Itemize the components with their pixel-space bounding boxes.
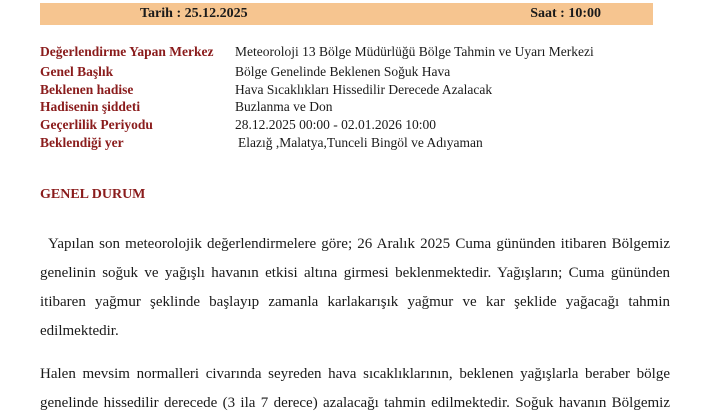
info-label-severity: Hadisenin şiddeti	[40, 99, 141, 114]
paragraph-line: genelinde hissedilir derecede (3 ila 7 derece) azalacağı tahmin edilmektedir. Soğuk havanın Bölgemiz	[40, 395, 670, 411]
section-title: GENEL DURUM	[40, 187, 146, 202]
paragraph-line: edilmektedir.	[40, 323, 119, 339]
info-value-period: 28.12.2025 00:00 - 02.01.2026 10:00	[235, 117, 436, 132]
info-label-center: Değerlendirme Yapan Merkez	[40, 44, 214, 59]
paragraph-line: genelinin soğuk ve yağışlı havanın etkisi altına girmesi beklenmektedir. Yağışların; Cuma gününden	[40, 265, 670, 281]
info-value-severity: Buzlanma ve Don	[235, 99, 333, 114]
paragraph-general-situation	[40, 230, 670, 346]
info-label-event: Beklenen hadise	[40, 82, 134, 97]
date-time-header	[40, 3, 653, 25]
info-label-title: Genel Başlık	[40, 64, 114, 79]
info-value-location: Elazığ ,Malatya,Tunceli Bingöl ve Adıyaman	[238, 135, 483, 150]
paragraph-temperature	[40, 360, 670, 418]
paragraph-line: Yapılan son meteorolojik değerlendirmelere göre; 26 Aralık 2025 Cuma gününden itibaren Bölgemiz	[48, 236, 670, 252]
info-value-center: Meteoroloji 13 Bölge Müdürlüğü Bölge Tahmin ve Uyarı Merkezi	[235, 44, 594, 59]
paragraph-line: itibaren yağmur şeklinde başlayıp zamanla karlakarışık yağmur ve kar şeklide yağacağı tahmin	[40, 294, 670, 310]
info-value-title: Bölge Genelinde Beklenen Soğuk Hava	[235, 64, 451, 79]
info-value-event: Hava Sıcaklıkları Hissedilir Derecede Azalacak	[235, 82, 493, 97]
info-label-period: Geçerlilik Periyodu	[40, 117, 153, 132]
info-label-location: Beklendiği yer	[40, 135, 124, 150]
report-time: Saat : 10:00	[530, 6, 601, 21]
report-date: Tarih : 25.12.2025	[140, 6, 248, 21]
paragraph-line: Halen mevsim normalleri civarında seyreden hava sıcaklıklarının, beklenen yağışlarla beraber bölge	[40, 366, 670, 382]
